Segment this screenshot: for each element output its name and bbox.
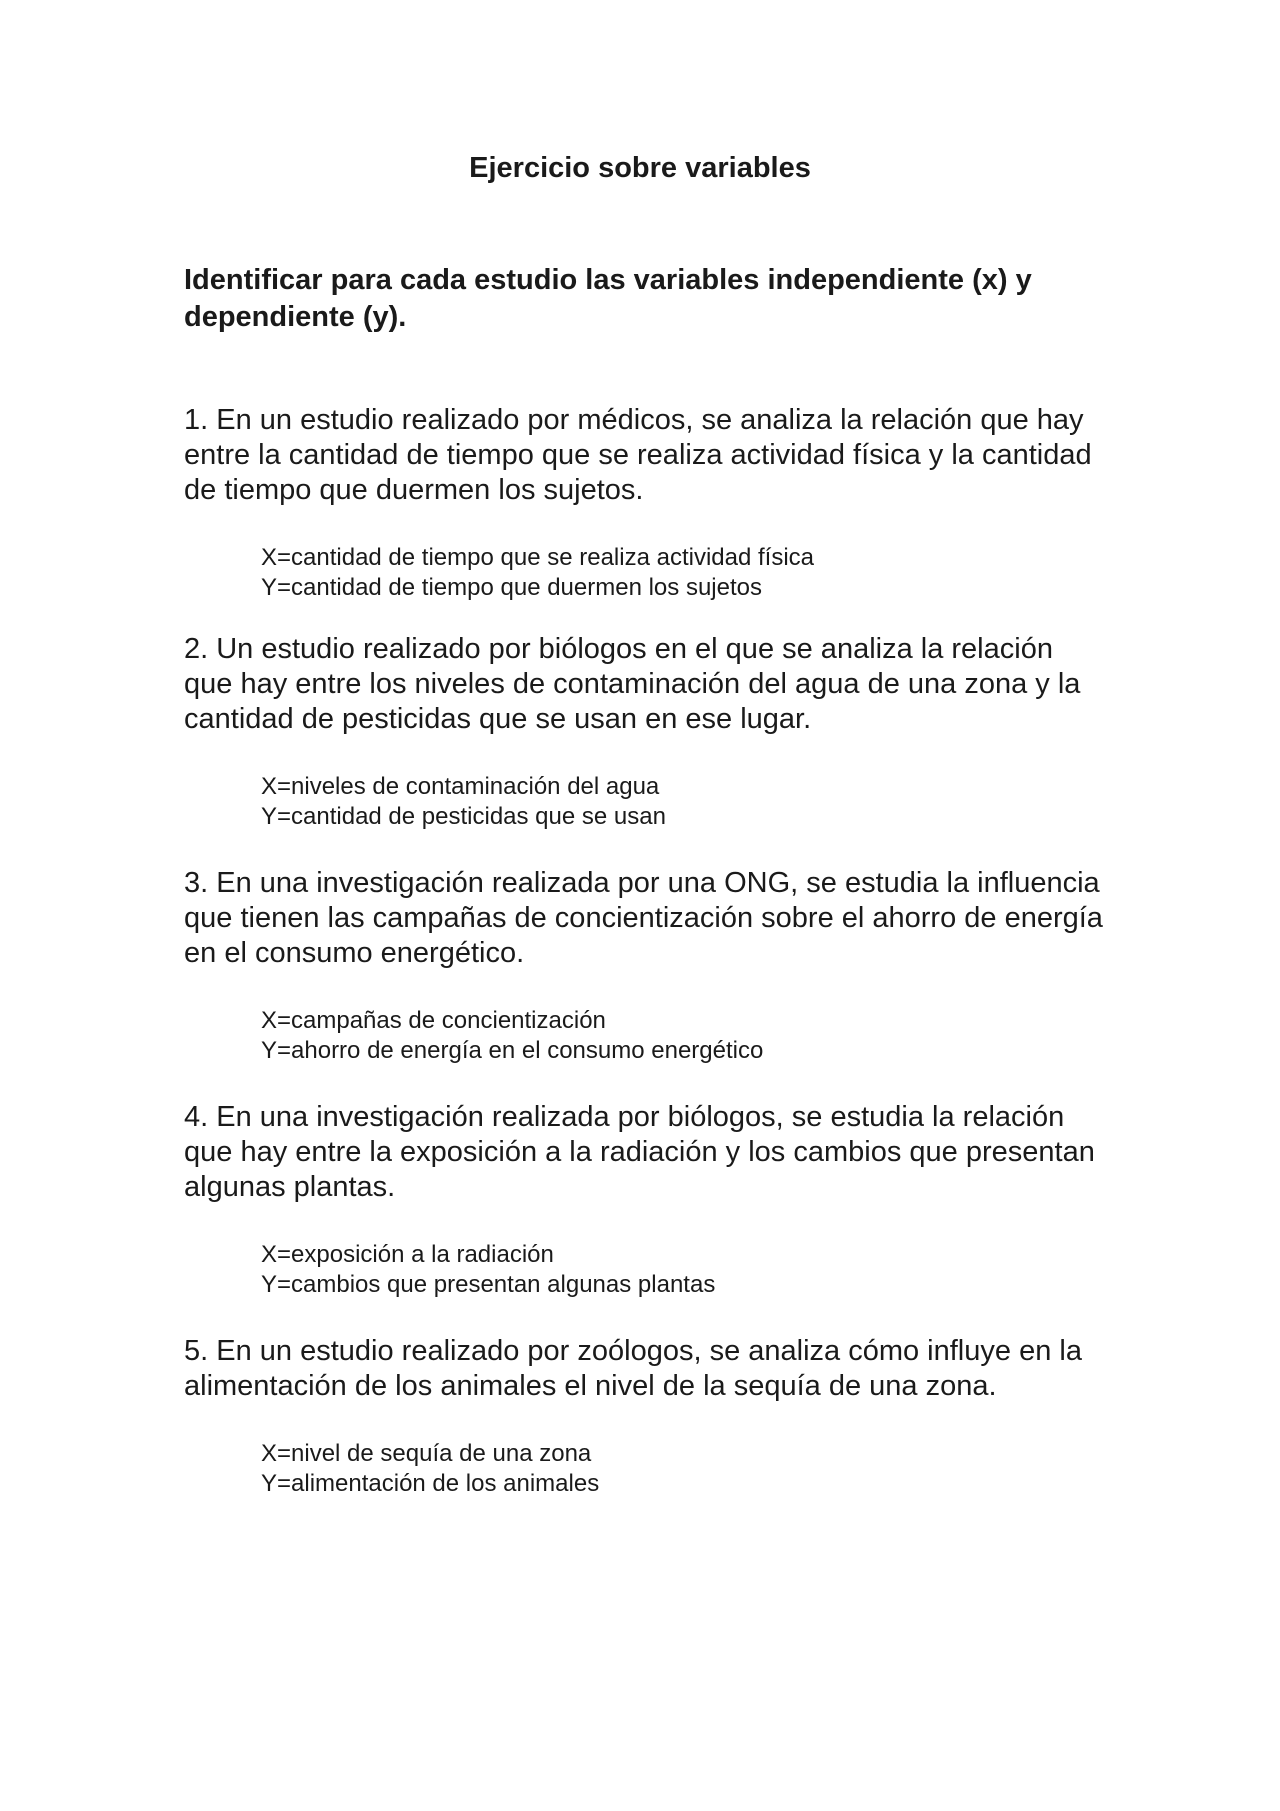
instructions: Identificar para cada estudio las variables independiente (x) y dependiente (y). [184,264,1032,333]
exercise-answers [261,543,1104,603]
exercise-answers [261,772,1104,832]
exercise-2 [184,632,1104,832]
independent-variable: X=campañas de concientización [261,1007,606,1034]
independent-variable: X=niveles de contaminación del agua [261,773,660,800]
exercise-question: 1. En un estudio realizado por médicos, se analiza la relación que hay entre la cantidad de tiempo que se realiza actividad física y la cantidad de tiempo que duermen los sujetos. [184,404,1092,506]
exercise-question: 3. En una investigación realizada por una ONG, se estudia la influencia que tienen las campañas de concientización sobre el ahorro de energía en el consumo energético. [184,867,1103,969]
independent-variable: X=cantidad de tiempo que se realiza actividad física [261,544,814,571]
exercise-4 [184,1100,1104,1300]
independent-variable: X=exposición a la radiación [261,1241,554,1268]
dependent-variable: Y=alimentación de los animales [261,1470,600,1497]
exercise-3 [184,866,1104,1066]
independent-variable: X=nivel de sequía de una zona [261,1440,592,1467]
exercise-question: 4. En una investigación realizada por biólogos, se estudia la relación que hay entre la exposición a la radiación y los cambios que presentan algunas plantas. [184,1101,1095,1203]
exercise-5 [184,1334,1104,1499]
exercise-question: 2. Un estudio realizado por biólogos en el que se analiza la relación que hay entre los niveles de contaminación del agua de una zona y la cantidad de pesticidas que se usan en ese lugar. [184,633,1081,735]
dependent-variable: Y=cantidad de tiempo que duermen los sujetos [261,574,762,601]
dependent-variable: Y=cambios que presentan algunas plantas [261,1271,716,1298]
exercise-answers [261,1006,1104,1066]
exercise-answers [261,1439,1104,1499]
dependent-variable: Y=cantidad de pesticidas que se usan [261,803,666,830]
exercise-question: 5. En un estudio realizado por zoólogos, se analiza cómo influye en la alimentación de los animales el nivel de la sequía de una zona. [184,1335,1082,1402]
exercise-answers [261,1240,1104,1300]
dependent-variable: Y=ahorro de energía en el consumo energético [261,1037,764,1064]
document-title: Ejercicio sobre variables [469,152,811,184]
exercise-1 [184,403,1104,603]
